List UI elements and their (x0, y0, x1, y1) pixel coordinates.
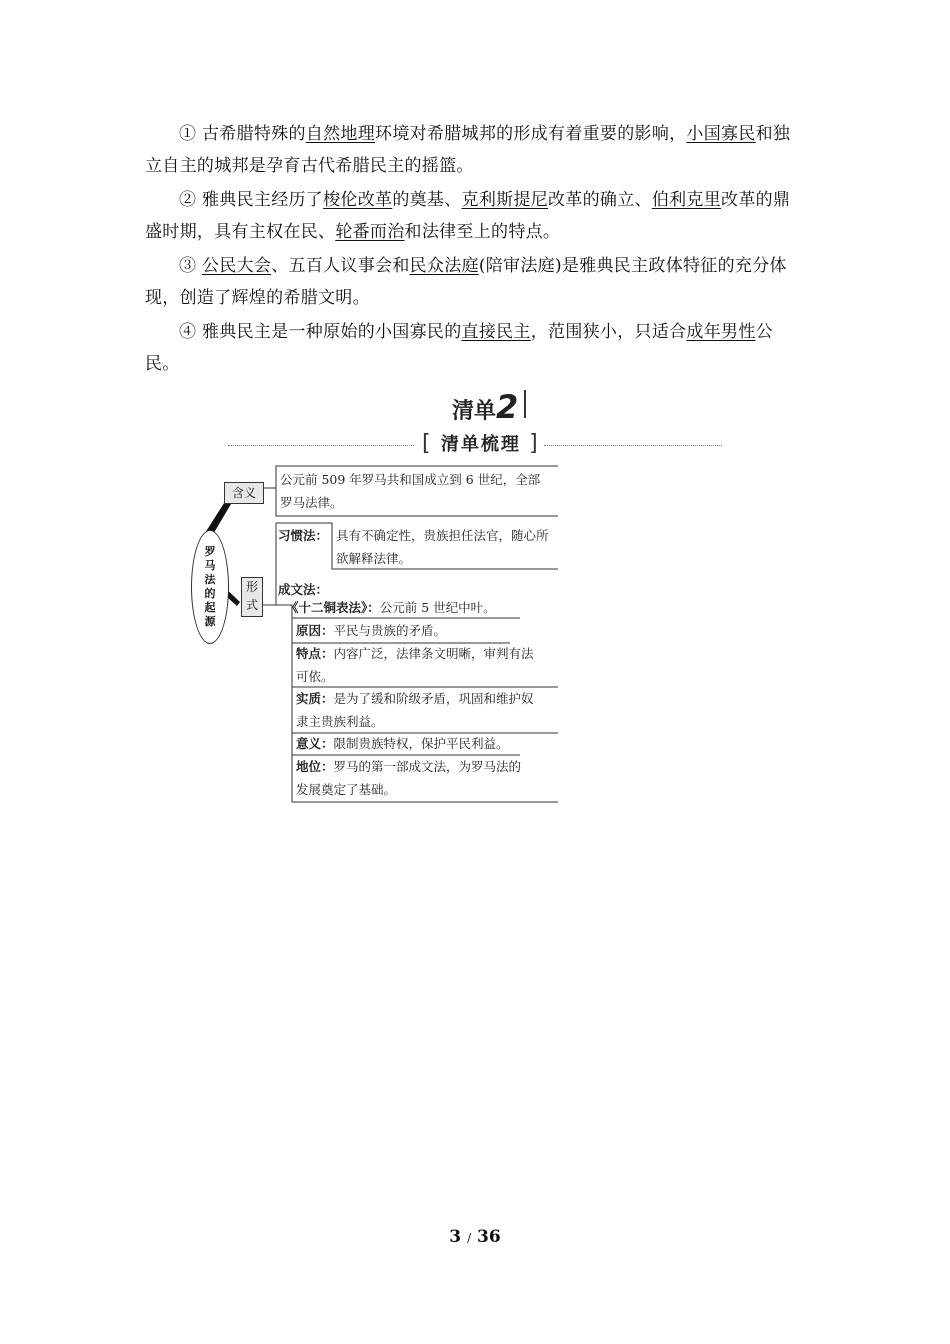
underlined-answer: 自然地理 (305, 124, 376, 144)
meaning-label-box: 含义 (224, 482, 264, 504)
paragraph-text: 环境对希腊城邦的形成有着重要的影响， (375, 124, 687, 144)
paragraph-text: ，范围狭小，只适合 (530, 322, 687, 342)
paragraph-text: ④ 雅典民主是一种原始的小国寡民的 (179, 322, 462, 342)
paragraph-text: 公民。 (145, 322, 773, 374)
underlined-answer: 公民大会 (202, 256, 272, 276)
paragraph-text: ② 雅典民主经历了 (179, 190, 324, 210)
underlined-answer: 梭伦改革 (323, 190, 393, 210)
underlined-answer: 轮番而治 (335, 222, 405, 242)
underlined-answer: 克利斯提尼 (461, 190, 549, 210)
written-law-label: 成文法： (278, 582, 329, 597)
root-char: 起 (204, 601, 216, 614)
paragraph-text: 的奠基、 (392, 190, 462, 210)
paragraph-text: ③ (179, 256, 203, 276)
form-label-box: 形 式 (241, 577, 263, 617)
root-char: 的 (204, 587, 216, 600)
paragraph-text: (陪审法庭)是雅典民主政体特征的充分体现，创造了辉煌的希腊文明。 (145, 256, 787, 308)
essence-row: 实质：是为了缓和阶级矛盾，巩固和维护奴 隶主贵族利益。 (296, 691, 534, 729)
underlined-answer: 伯利克里 (651, 190, 722, 210)
meaning-text: 公元前 509 年罗马共和国成立到 6 世纪，全部 罗马法律。 (280, 472, 541, 510)
feature-row: 特点：内容广泛，法律条文明晰，审判有法 可依。 (296, 646, 534, 684)
twelve-tables-row: 《十二铜表法》：公元前 5 世纪中叶。 (286, 600, 496, 615)
significance-row: 意义：限制贵族特权，保护平民利益。 (296, 736, 509, 751)
root-char: 法 (204, 573, 216, 586)
underlined-answer: 小国寡民 (686, 124, 756, 144)
paragraph-text: 改革的鼎盛时期，具有主权在民、 (145, 190, 791, 242)
root-char: 源 (204, 615, 216, 628)
custom-law-text: 具有不确定性，贵族担任法官，随心所 欲解释法律。 (336, 528, 549, 566)
root-char: 马 (204, 559, 216, 572)
section-subtitle: [ 清单梳理 ] (422, 431, 540, 456)
paragraph-text: 和法律至上的特点。 (404, 222, 561, 242)
paragraph-text: ① 古希腊特殊的 (179, 124, 306, 144)
section-heading-text: 清单 (452, 399, 497, 424)
section-subtitle-text: 清单梳理 (440, 434, 521, 455)
paragraph-text: 、五百人议事会和 (271, 256, 410, 276)
root-char: 罗 (204, 545, 216, 558)
underlined-answer: 直接民主 (461, 322, 531, 342)
section-heading-number: 2 (496, 388, 519, 426)
status-row: 地位：罗马的第一部成文法，为罗马法的 发展奠定了基础。 (296, 759, 522, 797)
custom-law-label: 习惯法： (278, 528, 329, 543)
underlined-answer: 成年男性 (686, 322, 756, 342)
paragraph-text: 改革的确立、 (548, 190, 652, 210)
page-number: 3 / 36 (449, 1227, 501, 1247)
underlined-answer: 民众法庭 (409, 256, 479, 276)
paragraph-text: 和独立自主的城邦是孕育古代希腊民主的摇篮。 (145, 124, 791, 176)
mindmap-root-oval (191, 530, 229, 644)
reason-row: 原因：平民与贵族的矛盾。 (296, 623, 447, 638)
